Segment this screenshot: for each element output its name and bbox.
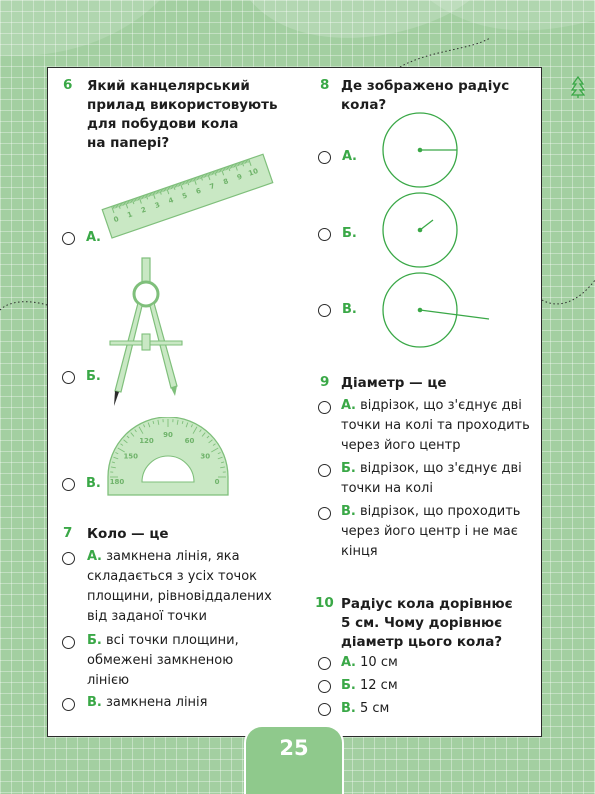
q8-line: Де зображено радіус [341, 78, 510, 94]
ruler-tick-label: 5 [181, 191, 189, 201]
ruler-tick-label: 1 [126, 210, 134, 220]
q6-option-b-radio[interactable] [62, 371, 75, 384]
q10-option-c [341, 699, 389, 719]
q9-title: Діаметр — це [341, 375, 447, 391]
q8-option-c-letter: В. [342, 302, 357, 317]
q9-option-a-letter: А. [341, 398, 356, 413]
q7-title: Коло — це [87, 526, 169, 542]
q8-number: 8 [320, 77, 330, 93]
q8-option-b-radio[interactable] [318, 228, 331, 241]
ruler-tick-label: 2 [140, 205, 148, 215]
q10-option-a [341, 653, 398, 673]
q7-option-c-line: замкнена лінія [106, 695, 208, 710]
q7-option-b-line: обмежені замкненою [87, 653, 234, 668]
q6-option-a-radio[interactable] [62, 232, 75, 245]
q8-option-a-radio[interactable] [318, 151, 331, 164]
protractor-tick-label: 30 [200, 452, 211, 461]
protractor-tick-label: 150 [123, 452, 139, 461]
q10-option-a-letter: А. [341, 655, 356, 670]
ruler-tick-label: 10 [247, 167, 260, 178]
q9-option-a-line: точки на колі та проходить [341, 418, 530, 433]
compass-icon [105, 256, 187, 411]
q9-option-b-line: точки на колі [341, 481, 433, 496]
protractor-tick-label: 180 [109, 478, 125, 486]
protractor-tick-label: 0 [214, 478, 220, 486]
q8-option-b-letter: Б. [342, 226, 357, 241]
q9-option-c-line: кінця [341, 544, 378, 559]
q6-option-a-letter: А. [86, 230, 101, 245]
q7-option-a-radio[interactable] [62, 552, 75, 565]
ruler-tick-label: 0 [112, 215, 120, 225]
q10-line: Радіус кола дорівнює [341, 596, 513, 612]
q7-option-c-letter: В. [87, 695, 102, 710]
q7-option-a [87, 547, 272, 627]
q9-option-a-radio[interactable] [318, 401, 331, 414]
q9-option-a-line: через його центр [341, 438, 461, 453]
q10-option-a-radio[interactable] [318, 657, 331, 670]
q10-option-b-letter: Б. [341, 678, 356, 693]
q7-option-a-letter: А. [87, 549, 102, 564]
q10-option-c-radio[interactable] [318, 703, 331, 716]
q6-option-c-letter: В. [86, 476, 101, 491]
q9-option-a-line: відрізок, що з'єднує дві [360, 398, 522, 413]
ruler-tick-label: 8 [222, 177, 230, 187]
q6-text [87, 77, 278, 153]
q10-line: діаметр цього кола? [341, 634, 503, 650]
q10-option-b-text: 12 см [360, 678, 398, 693]
q7-option-b [87, 631, 239, 691]
q8-option-a-letter: А. [342, 149, 357, 164]
q9-option-b-radio[interactable] [318, 464, 331, 477]
q7-option-a-line: складається з усіх точок [87, 569, 258, 584]
q9-option-c-radio[interactable] [318, 507, 331, 520]
q8-line: кола? [341, 97, 387, 113]
q6-line: на папері? [87, 135, 170, 151]
q6-line: прилад використовують [87, 97, 278, 113]
page-number: 25 [279, 736, 309, 760]
q10-option-b [341, 676, 398, 696]
q10-option-c-text: 5 см [360, 701, 390, 716]
q9-option-c-letter: В. [341, 504, 356, 519]
q10-line: 5 см. Чому дорівнює [341, 615, 503, 631]
q6-line: для побудови кола [87, 116, 239, 132]
q10-number: 10 [315, 595, 334, 611]
ruler-tick-label: 3 [153, 200, 161, 211]
q9-option-b [341, 459, 522, 499]
q7-number: 7 [63, 525, 73, 541]
q9-option-c-line: відрізок, що проходить [360, 504, 521, 519]
q9-option-b-line: відрізок, що з'єднує дві [360, 461, 522, 476]
q9-option-a [341, 396, 530, 456]
q9-option-b-letter: Б. [341, 461, 356, 476]
protractor-tick-label: 120 [139, 436, 154, 445]
q7-option-b-line: всі точки площини, [106, 633, 239, 648]
q6-option-c-radio[interactable] [62, 478, 75, 491]
q9-option-c-line: через його центр і не має [341, 524, 518, 539]
circle-long-segment-icon [380, 272, 495, 352]
circle-radius-icon [380, 112, 462, 192]
q9-number: 9 [320, 374, 330, 390]
q7-option-b-line: лінією [87, 673, 130, 688]
q10-option-a-text: 10 см [360, 655, 398, 670]
q10-text [341, 595, 513, 652]
tree-icon [571, 76, 585, 98]
q7-option-a-line: площини, рівновіддалених [87, 589, 272, 604]
ruler-tick-label: 7 [208, 181, 216, 192]
q6-line: Який канцелярський [87, 78, 250, 94]
q8-option-c-radio[interactable] [318, 304, 331, 317]
ruler-tick-label: 9 [236, 172, 244, 182]
protractor-tick-label: 90 [163, 431, 173, 439]
q7-option-b-radio[interactable] [62, 636, 75, 649]
q7-option-c-radio[interactable] [62, 698, 75, 711]
q10-option-c-letter: В. [341, 701, 356, 716]
q10-option-b-radio[interactable] [318, 680, 331, 693]
q7-option-c [87, 693, 208, 713]
ruler-tick-label: 6 [194, 186, 203, 196]
ruler-icon [100, 150, 280, 250]
circle-short-segment-icon [380, 192, 462, 272]
q7-option-b-letter: Б. [87, 633, 102, 648]
q9-option-c [341, 502, 520, 562]
q7-option-a-line: замкнена лінія, яка [106, 549, 240, 564]
ruler-tick-label: 4 [167, 196, 175, 206]
q7-option-a-line: від заданої точки [87, 609, 207, 624]
protractor-icon [106, 417, 230, 497]
protractor-tick-label: 60 [184, 436, 195, 445]
q6-number: 6 [63, 77, 73, 93]
q8-text [341, 77, 509, 115]
q6-option-b-letter: Б. [86, 369, 101, 384]
